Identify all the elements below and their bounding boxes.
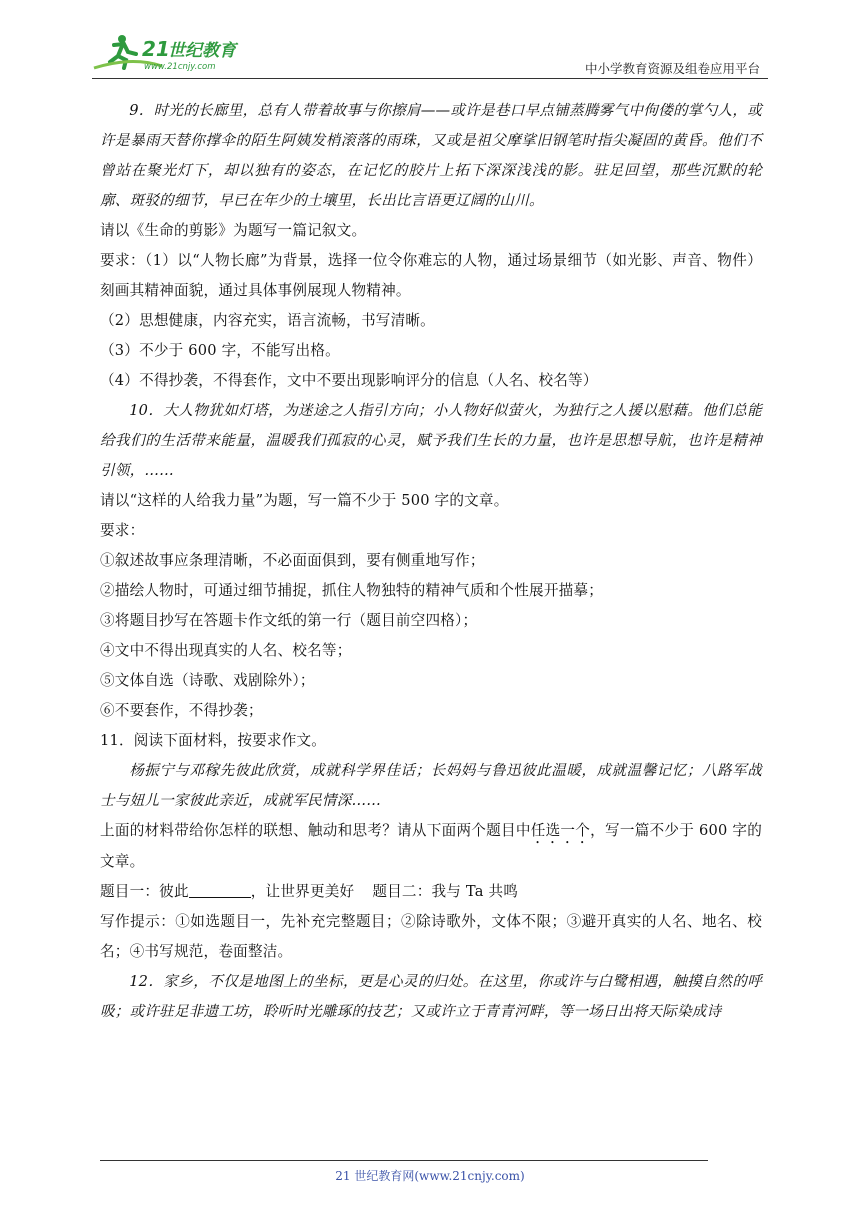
q11-topic1-b: ，让世界更美好 [250,883,355,900]
logo-text: 世纪教育 [168,41,236,61]
q11-title: 11．阅读下面材料，按要求作文。 [100,732,327,749]
q9-req1: 要求：（1）以“人物长廊”为背景，选择一位令你难忘的人物，通过场景细节（如光影、声音、物件）刻画其精神面貌，通过具体事例展现人物精神。 [100,252,762,299]
platform-name: 中小学教育资源及组卷应用平台 [584,61,760,76]
q11-topics [100,877,762,907]
q10-req3: ③将题目抄写在答题卡作文纸的第一行（题目前空四格）； [100,612,478,629]
q12-prompt: 12．家乡，不仅是地图上的坐标，更是心灵的归处。在这里，你或许与白鹭相遇，触摸自然的呼吸；或许驻足非遗工坊，聆听时光雕琢的技艺；又或许立于青青河畔，等一场日出将天际染成诗 [100,973,762,1020]
q9-req4: （4）不得抄袭，不得套作，文中不要出现影响评分的信息（人名、校名等） [100,372,598,389]
q10-req-title: 要求： [100,522,145,539]
page-header [92,28,768,80]
q10-task: 请以“这样的人给我力量”为题，写一篇不少于 500 字的文章。 [100,492,509,509]
q9-req2: （2）思想健康，内容充实，语言流畅，书写清晰。 [100,312,435,329]
q10-req6: ⑥不要套作，不得抄袭； [100,702,263,719]
q11-topic1-a: 题目一：彼此 [100,883,189,900]
q10-req1: ①叙述故事应条理清晰，不必面面俱到，要有侧重地写作； [100,552,485,569]
page-footer: 21 世纪教育网(www.21cnjy.com) [335,1169,525,1183]
q9-req3: （3）不少于 600 字，不能写出格。 [100,342,340,359]
q11-topic2: 题目二：我与 Ta 共鸣 [372,883,519,900]
q11-tips: 写作提示：①如选题目一，先补充完整题目；②除诗歌外，文体不限；③避开真实的人名、地名、校名；④书写规范，卷面整洁。 [100,913,762,960]
q11-question-before: 上面的材料带给你怎样的联想、触动和思考？请从下面两个题目中 [100,822,531,839]
q10-req5: ⑤文体自选（诗歌、戏剧除外）； [100,672,315,689]
logo-url: www.21cnjy.com [144,62,216,72]
q10-req4: ④文中不得出现真实的人名、校名等； [100,642,352,659]
q11-question-emphasis: 任选一个 [530,822,591,839]
footer-divider [100,1160,708,1161]
logo-icon [92,32,262,74]
q11-material: 杨振宁与邓稼先彼此欣赏，成就科学界佳话；长妈妈与鲁迅彼此温暖，成就温馨记忆；八路军战士与妞儿一家彼此亲近，成就军民情深…… [100,762,762,809]
q10-prompt: 10．大人物犹如灯塔，为迷途之人指引方向；小人物好似萤火，为独行之人援以慰藉。他们总能给我们的生活带来能量，温暖我们孤寂的心灵，赋予我们生长的力量，也许是思想导航，也许是精神引领，…… [100,402,762,479]
q9-prompt: 9．时光的长廊里，总有人带着故事与你擦肩——或许是巷口早点铺蒸腾雾气中佝偻的掌勺人，或许是暴雨天替你撑伞的陌生阿姨发梢滚落的雨珠，又或是祖父摩挲旧钢笔时指尖凝固的黄昏。他们不曾站在聚光灯下，却以独有的姿态，在记忆的胶片上拓下深深浅浅的影。驻足回望，那些沉默的轮廓、斑驳的细节，早已在年少的土壤里，长出比言语更辽阔的山川。 [100,102,762,209]
header-divider [92,78,768,79]
q11-question-after: ，写一篇不少于 600 字的文章。 [100,822,762,870]
q11-topic1-blank [189,883,251,898]
svg-text:21: 21 [142,37,170,61]
q9-task: 请以《生命的剪影》为题写一篇记叙文。 [100,222,367,239]
q10-req2: ②描绘人物时，可通过细节捕捉，抓住人物独特的精神气质和个性展开描摹； [100,582,603,599]
document-body [100,96,762,1027]
q11-question [100,816,762,877]
